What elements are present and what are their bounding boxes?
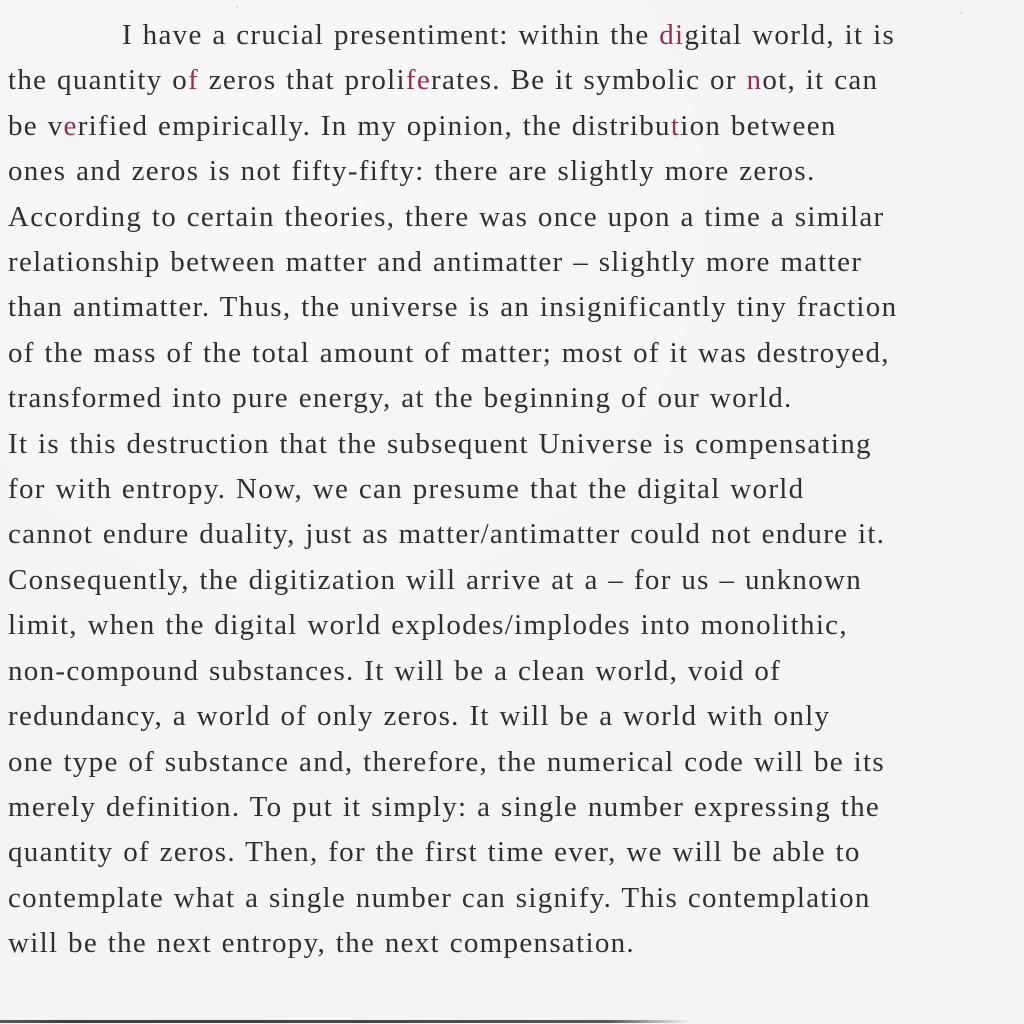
text-segment: for with entropy. Now, we can presume that the digital world [8, 473, 805, 506]
text-line [8, 331, 1016, 376]
text-line [8, 467, 1016, 512]
text-segment: one type of substance and, therefore, the numerical code will be its [8, 745, 885, 778]
text-segment: be v [8, 109, 64, 142]
text-line [8, 376, 1016, 421]
text-segment: quantity of zeros. Then, for the first time ever, we will be able to [8, 836, 861, 869]
text-segment: will be the next entropy, the next compensation. [8, 927, 635, 960]
text-line [8, 876, 1016, 921]
text-line [8, 694, 1016, 739]
accent-text-segment: t [670, 109, 681, 142]
text-segment: ones and zeros is not fifty-fifty: there are slightly more zeros. [8, 155, 816, 188]
scan-speck [236, 6, 238, 8]
text-line [8, 603, 1016, 648]
text-segment: According to certain theories, there was once upon a time a similar [8, 200, 885, 233]
page-scan-edge-line [0, 1020, 690, 1023]
text-line [8, 422, 1016, 467]
text-segment: zeros that proli [199, 64, 406, 97]
text-line [8, 195, 1016, 240]
text-line [8, 649, 1016, 694]
text-segment: rates. Be it symbolic or [431, 64, 747, 97]
text-line [8, 149, 1016, 194]
text-segment: ion between [680, 109, 837, 142]
accent-text-segment: e [63, 109, 78, 142]
text-segment: redundancy, a world of only zeros. It will be a world with only [8, 700, 831, 733]
accent-text-segment: n [746, 64, 763, 97]
text-segment: gital world, it is [684, 19, 896, 51]
text-line [8, 921, 1016, 966]
text-segment: ot, it can [762, 64, 879, 97]
text-segment: than antimatter. Thus, the universe is an insignificantly tiny fraction [8, 291, 898, 324]
text-line [8, 240, 1016, 285]
text-segment: It is this destruction that the subsequent Universe is compensating [8, 427, 872, 460]
text-segment: Consequently, the digitization will arrive at a – for us – unknown [8, 563, 863, 596]
text-block [8, 13, 1016, 967]
text-segment: cannot endure duality, just as matter/antimatter could not endure it. [8, 518, 886, 551]
text-segment: merely definition. To put it simply: a single number expressing the [8, 790, 881, 823]
accent-text-segment: di [659, 19, 685, 51]
accent-text-segment: fe [405, 64, 432, 97]
text-segment: transformed into pure energy, at the beginning of our world. [8, 382, 793, 415]
scan-speck [960, 12, 962, 14]
text-segment: I have a crucial presentiment: within the [122, 19, 660, 51]
text-line [8, 512, 1016, 557]
text-segment: contemplate what a single number can signify. This contemplation [8, 881, 871, 914]
text-line [8, 285, 1016, 330]
text-line [8, 830, 1016, 875]
text-line [8, 58, 1016, 103]
text-line [8, 558, 1016, 603]
text-line [8, 785, 1016, 830]
text-segment: the quantity o [8, 64, 189, 97]
text-segment: of the mass of the total amount of matter; most of it was destroyed, [8, 336, 890, 369]
text-segment: non-compound substances. It will be a clean world, void of [8, 654, 782, 687]
text-line [8, 104, 1016, 149]
text-segment: rified empirically. In my opinion, the distribu [77, 109, 671, 142]
text-line [8, 13, 1016, 58]
text-line [8, 740, 1016, 785]
text-segment: relationship between matter and antimatter – slightly more matter [8, 246, 863, 279]
text-segment: limit, when the digital world explodes/implodes into monolithic, [8, 609, 848, 642]
accent-text-segment: f [188, 64, 200, 97]
